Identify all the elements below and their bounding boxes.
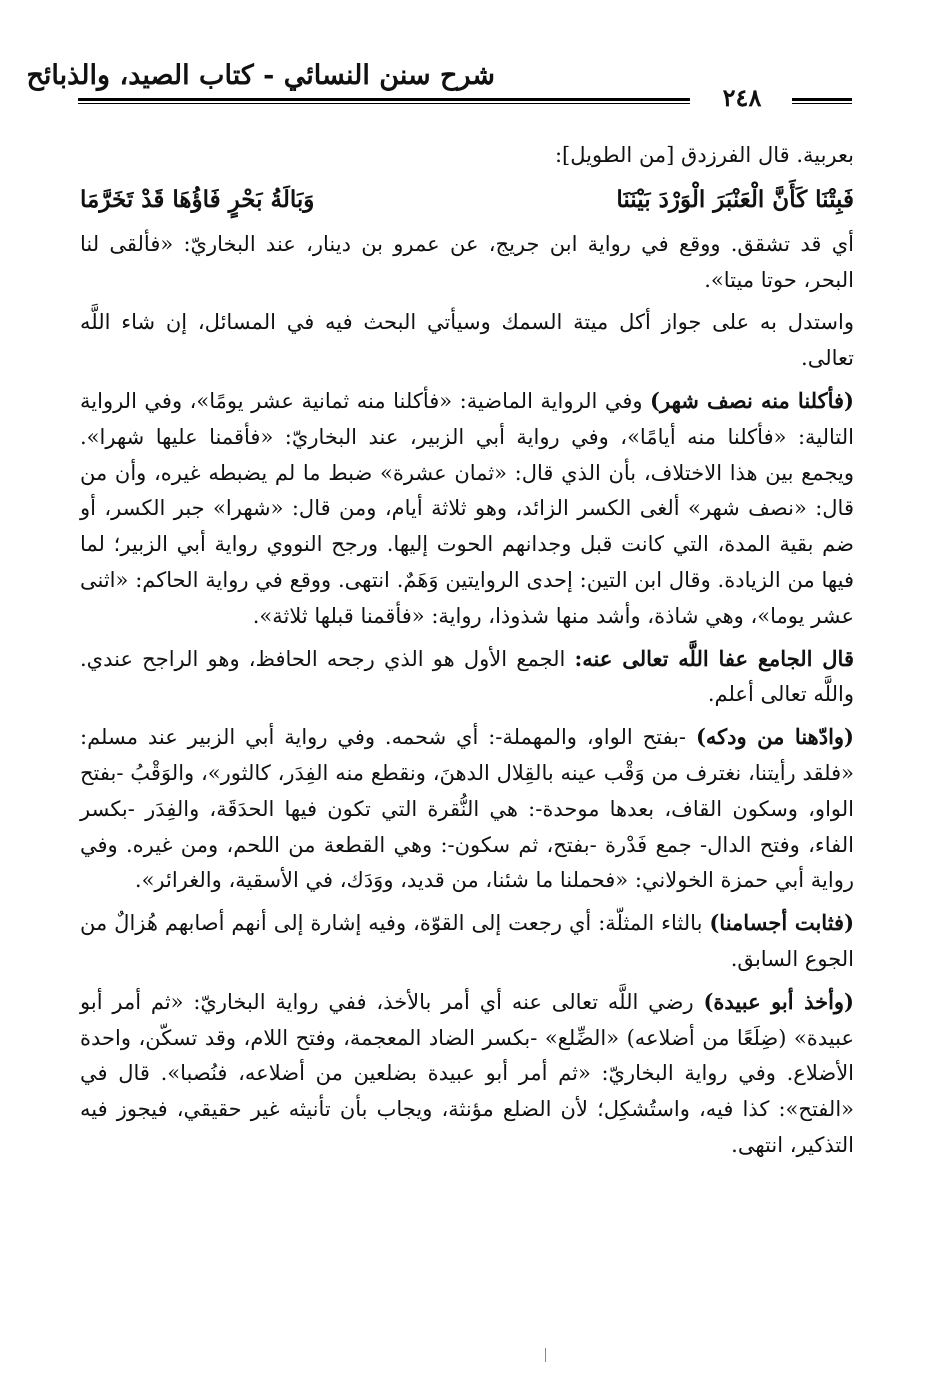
- poem-intro: بعربية. قال الفرزدق [من الطويل]:: [554, 143, 854, 167]
- header-rule-thin-short: [792, 103, 852, 104]
- paragraph-body: الجمع الأول هو الذي رجحه الحافظ، وهو الراجح عندي. واللَّه تعالى أعلم.: [80, 646, 854, 707]
- paragraph-lead: (فأكلنا منه نصف شهر): [650, 387, 854, 413]
- poem-hemistich-second: وَبَالَةُ بَحْرٍ فَاؤُهَا قَدْ تَخَرَّمَا: [80, 185, 315, 213]
- paragraph-body: بالثاء المثلّة: أي رجعت إلى القوّة، وفيه إشارة إلى أنهم أصابهم هُزالٌ من الجوع السابق.: [80, 911, 854, 971]
- header-rule-thin: [78, 103, 690, 104]
- paragraph-lead: (وادّهنا من ودكه): [695, 724, 854, 750]
- paragraph-lead: قال الجامع عفا اللَّه تعالى عنه:: [574, 645, 854, 671]
- page-number: ٢٤٨: [722, 83, 762, 112]
- poem-verse: [80, 180, 854, 220]
- paragraph: [80, 719, 854, 899]
- paragraph: واستدل به على جواز أكل ميتة السمك وسيأتي البحث فيه في المسائل، إن شاء اللَّه تعالى.: [80, 310, 854, 371]
- paragraph: [80, 905, 854, 978]
- paragraph: [80, 984, 854, 1164]
- paragraph-body: وفي الرواية الماضية: «فأكلنا منه ثمانية عشر يومًا»، وفي الرواية التالية: «فأكلنا منه أيامًا»، وفي رواية أبي الزبير، عند البخاريّ: «فأقمنا عليها شهرا». ويجمع بين هذا الاختلاف، بأن الذي قال: «ثمان عشرة» ضبط ما لم يضبطه غيره، وأن من قال: «نصف شهر» ألغى الكسر الزائد، وهو ثلاثة أيام، ومن قال: «شهرا» جبر الكسر، أو ضم بقية المدة، التي كانت قبل وجدانهم الحوت إليها. ورجح النووي رواية أبي الزبير؛ لما فيها من الزيادة. وقال ابن التين: إحدى الروايتين وَهَمٌ. انتهى. ووقع في رواية الحاكم: «اثنى عشر يوما»، وهي شاذة، وأشد منها شذوذا، رواية: «فأقمنا قبلها ثلاثة».: [80, 388, 854, 628]
- scan-mark: [545, 1348, 552, 1362]
- paragraph: [80, 383, 854, 635]
- running-header-title: شرح سنن النسائي - كتاب الصيد، والذبائح: [26, 60, 495, 91]
- paragraph-body: -بفتح الواو، والمهملة-: أي شحمه. وفي رواية أبي الزبير عند مسلم: «فلقد رأيتنا، نغترف من وَقْب عينه بالقِلال الدهنَ، ونقطع منه الفِدَر، كالثور»، والوَقْبُ -بفتح الواو، وسكون القاف، بعدها موحدة-: هي النُّقرة التي تكون فيها الحدَقَة، والفِدَر -بكسر الفاء، وفتح الدال- جمع فَدْرة -بفتح، ثم سكون-: وهي القطعة من اللحم، ومن غيره. وفي رواية أبي حمزة الخولاني: «فحملنا ما شئنا، من قديد، ووَدَك، في الأسقية، والغرائر».: [80, 725, 854, 893]
- header-rule-thick: [78, 98, 690, 101]
- paragraph: [80, 641, 854, 714]
- paragraph: أي قد تشقق. ووقع في رواية ابن جريج، عن عمرو بن دينار، عند البخاريّ: «فألقى لنا البحر، حوتا ميتا».: [80, 231, 854, 292]
- header-rule-thick-short: [792, 98, 852, 101]
- paragraph-body: رضي اللَّه تعالى عنه أي أمر بالأخذ، ففي رواية البخاريّ: «ثم أمر أبو عبيدة» (ضِلَعًا من أضلاعه) «الضِّلع» -بكسر الضاد المعجمة، وفتح اللام، وقد تسكّن، واحدة الأضلاع. وفي رواية البخاريّ: «ثم أمر أبو عبيدة بضلعين من أضلاعه، فنُصبا». قال في «الفتح»: كذا فيه، واستُشكِل؛ لأن الضلع مؤنثة، ويجاب بأن تأنيثه غير حقيقي، فيجوز فيه التذكير، انتهى.: [80, 989, 854, 1157]
- paragraph-lead: (فثابت أجسامنا): [709, 910, 855, 936]
- paragraph-lead: (وأخذ أبو عبيدة): [703, 988, 854, 1014]
- poem-hemistich-first: فَبِتْنَا كَأَنَّ الْعَنْبَرَ الْوَرْدَ بَيْنَنَا: [616, 185, 854, 213]
- main-text: [80, 138, 854, 1170]
